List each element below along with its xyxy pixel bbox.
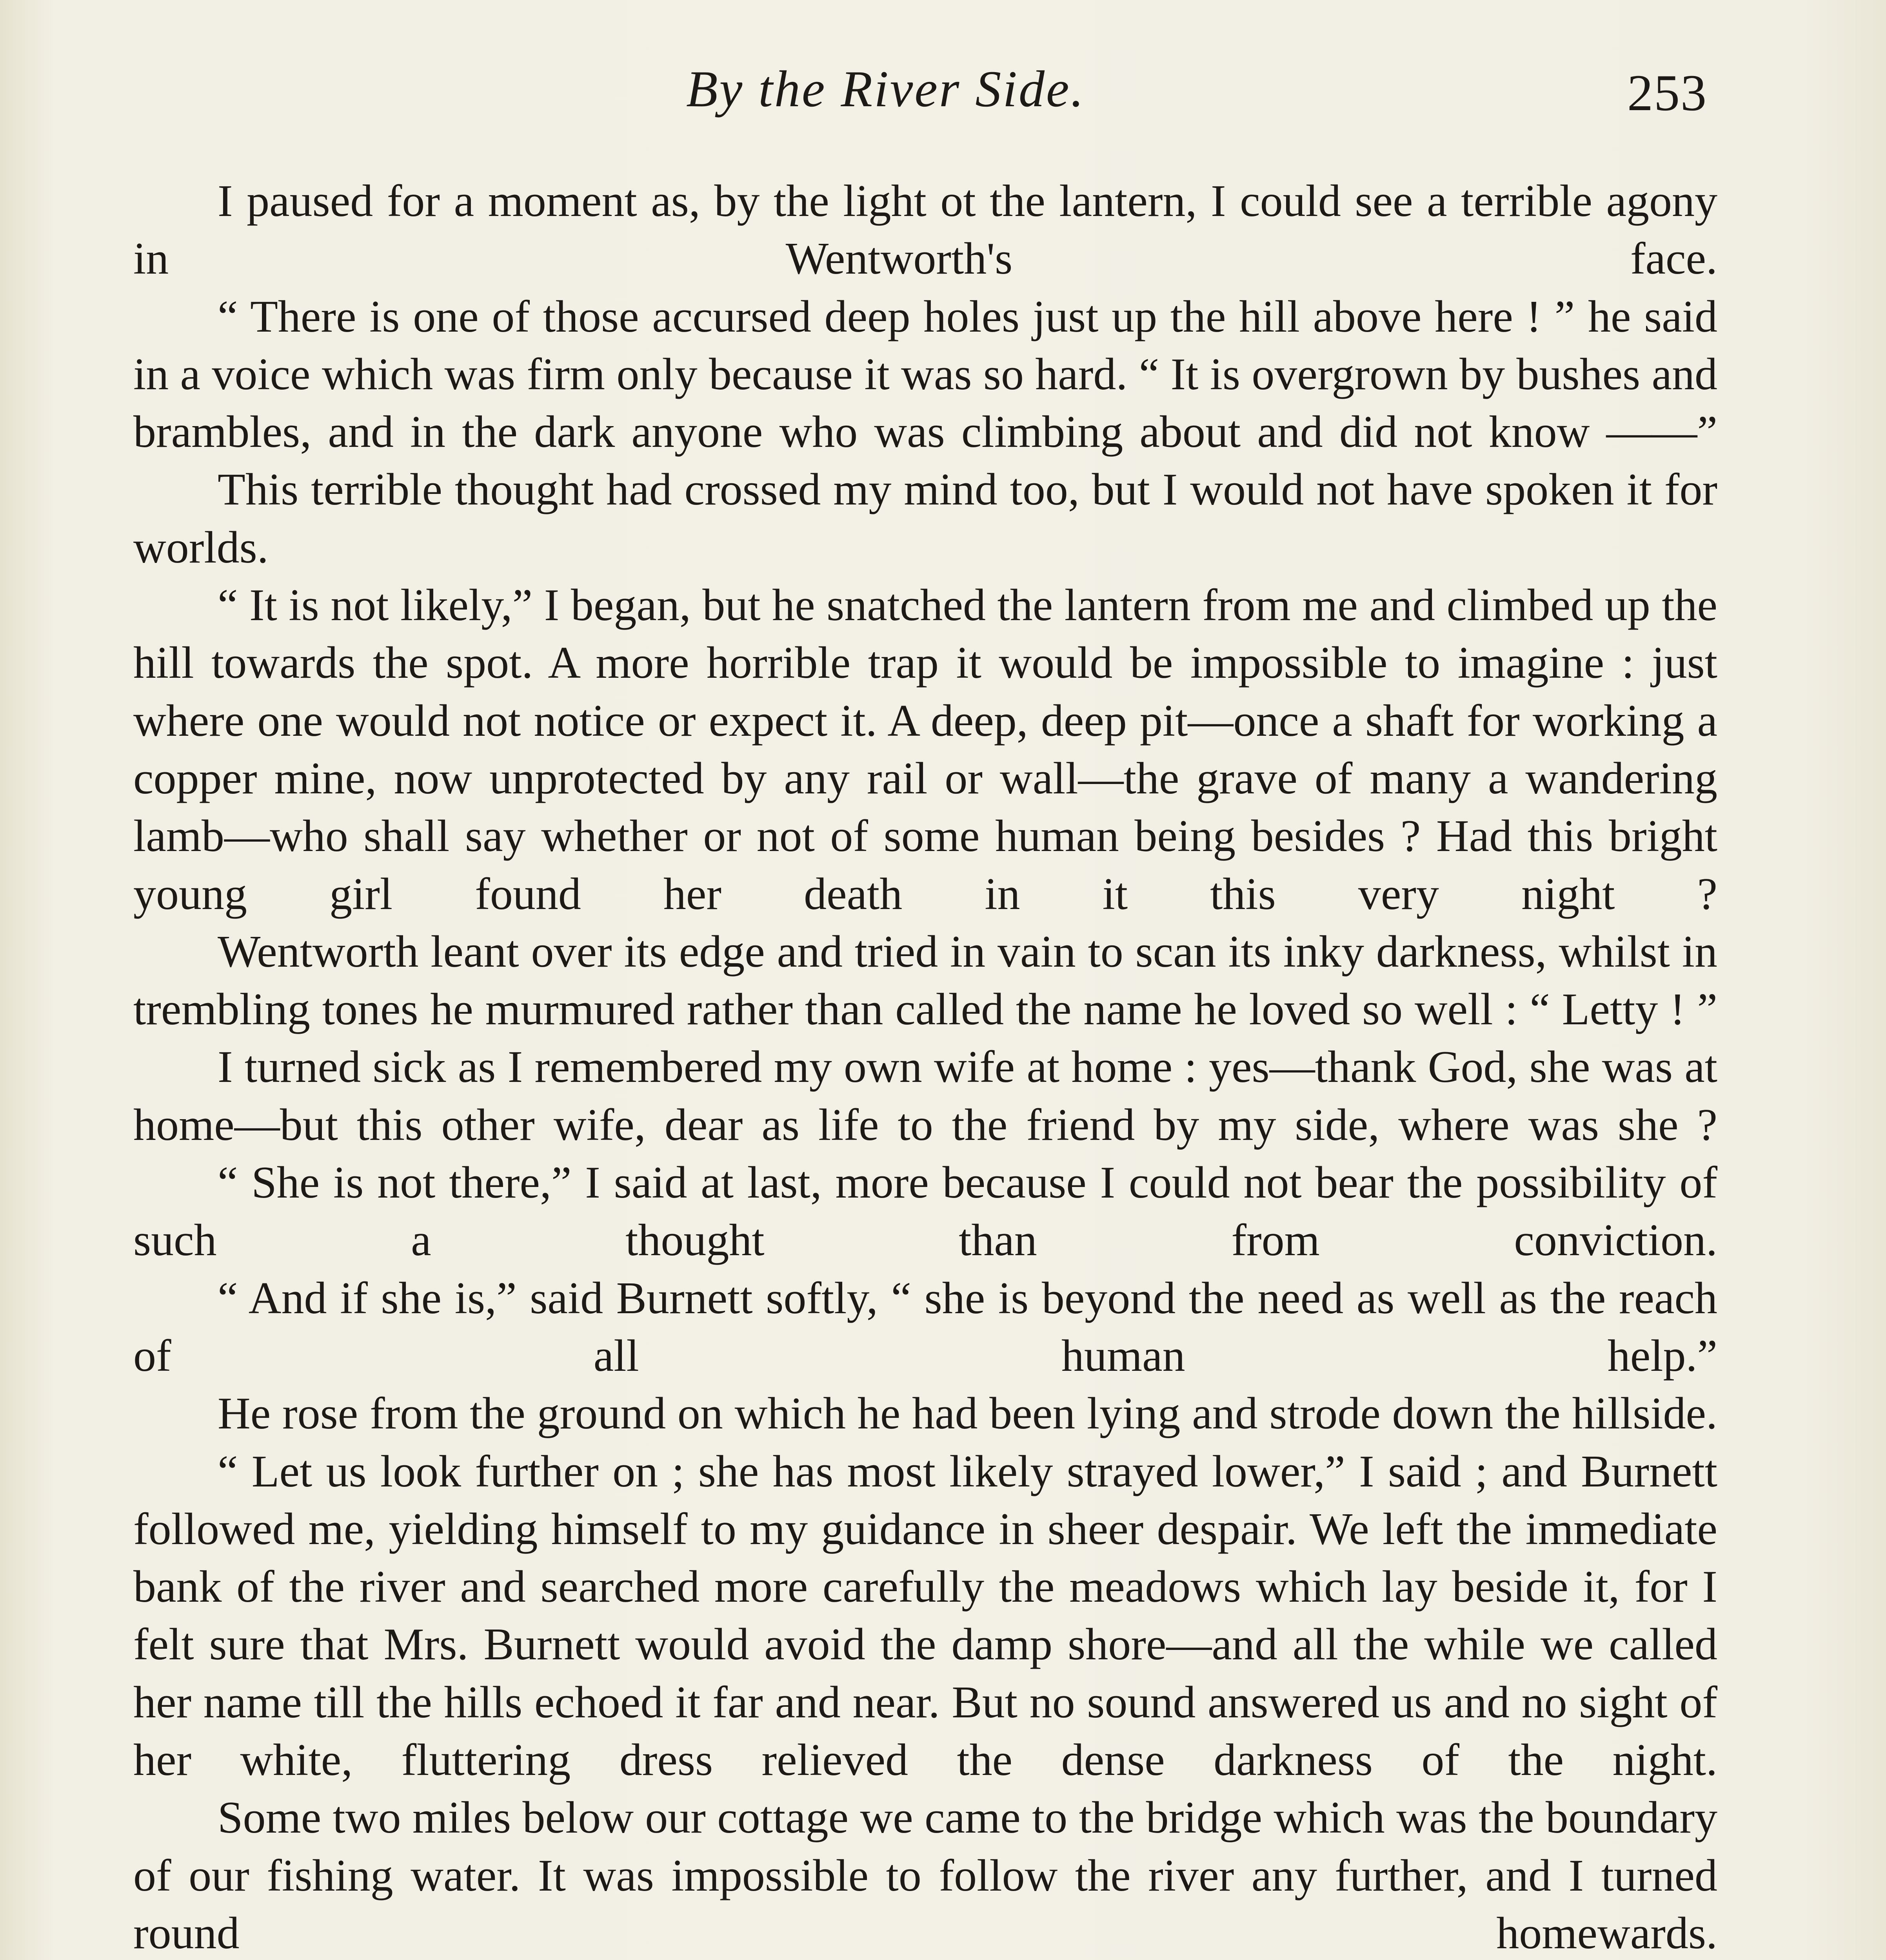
running-head: [0, 59, 1886, 129]
page-number: 253: [1627, 64, 1707, 122]
paragraph-7: “ She is not there,” I said at last, more because I could not bear the possibility of such a thought than from conviction.: [133, 1158, 1717, 1266]
paragraph-2: “ There is one of those accursed deep holes just up the hill above here ! ” he said in a voice which was firm only because it was so hard. “ It is overgrown by bushes and brambles, and in the dark anyone who was climbing about and did not know ——”: [133, 291, 1717, 457]
paragraph-1: I paused for a moment as, by the light ot the lantern, I could see a terrible agony in Wentworth's face.: [133, 176, 1717, 284]
paragraph-11: Some two miles below our cottage we came to the bridge which was the boundary of our fishing water. It was impossible to follow the river any further, and I turned round homewards.: [133, 1793, 1717, 1958]
paragraph-4: “ It is not likely,” I began, but he snatched the lantern from me and climbed up the hill towards the spot. A more horrible trap it would be impossible to imagine : just where one would not notice or expect it. A deep, deep pit—once a shaft for working a copper mine, now unprotected by any rail or wall—the grave of many a wandering lamb—who shall say whether or not of some human being besides ? Had this bright young girl found her death in it this very night ?: [133, 580, 1717, 919]
paragraph-9: He rose from the ground on which he had been lying and strode down the hillside.: [218, 1388, 1717, 1439]
paragraph-6: I turned sick as I remembered my own wife at home : yes—thank God, she was at home—but this other wife, dear as life to the friend by my side, where was she ?: [133, 1042, 1717, 1150]
paragraph-10: “ Let us look further on ; she has most likely strayed lower,” I said ; and Burnett followed me, yielding himself to my guidance in sheer despair. We left the immediate bank of the river and searched more carefully the meadows which lay beside it, for I felt sure that Mrs. Burnett would avoid the damp shore—and all the while we called her name till the hills echoed it far and near. But no sound answered us and no sight of her white, fluttering dress relieved the dense darkness of the night.: [133, 1446, 1717, 1786]
running-title: By the River Side.: [686, 60, 1085, 118]
body-text: [133, 172, 1717, 1960]
paragraph-5: Wentworth leant over its edge and tried in vain to scan its inky darkness, whilst in trembling tones he murmured rather than called the name he loved so well : “ Letty ! ”: [133, 926, 1717, 1035]
paragraph-3: This terrible thought had crossed my mind too, but I would not have spoken it for worlds.: [133, 465, 1717, 573]
paragraph-8: “ And if she is,” said Burnett softly, “ she is beyond the need as well as the reach of all human help.”: [133, 1273, 1717, 1381]
